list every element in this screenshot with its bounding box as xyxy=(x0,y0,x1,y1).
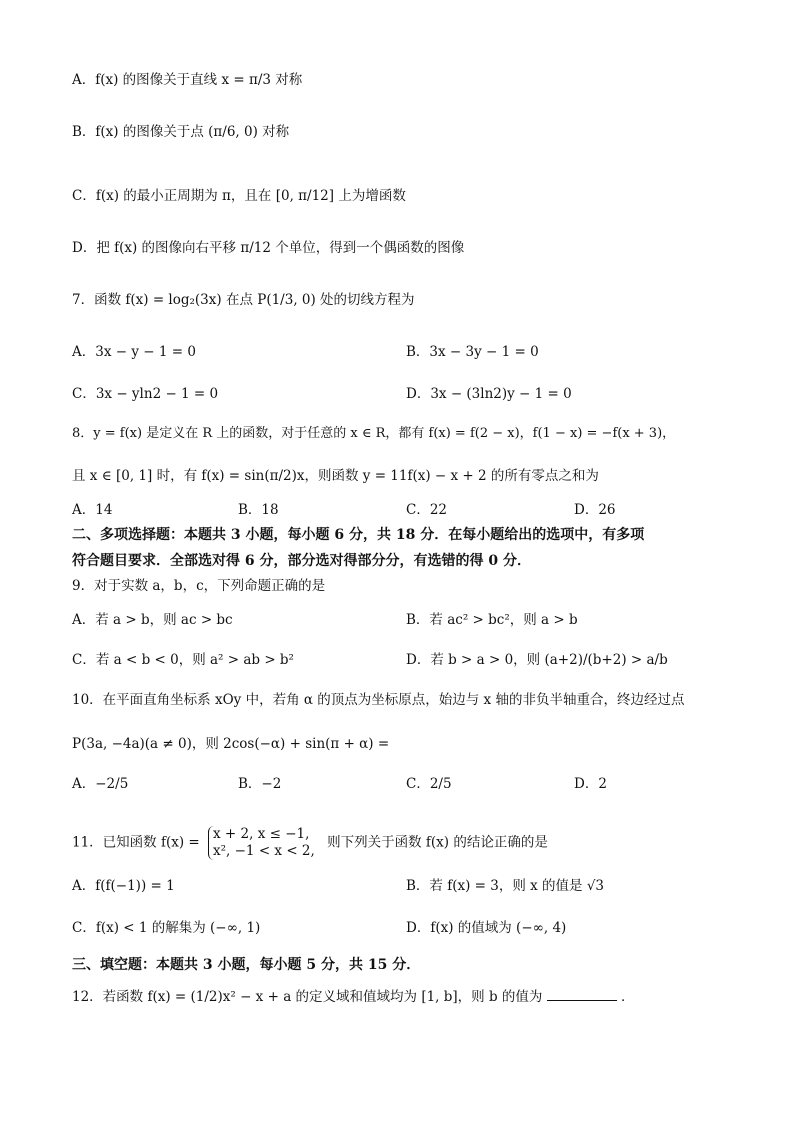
section-2-heading-line2: 符合题目要求．全部选对得 6 分，部分选对得部分分，有选错的得 0 分． xyxy=(72,553,531,569)
q11-case-1: x + 2, x ≤ −1, xyxy=(213,826,310,842)
q8-stem-line1: 8．y = f(x) 是定义在 R 上的函数，对于任意的 x ∈ R，都有 f(x) = f(2 − x)，f(1 − x) = −f(x + 3)， xyxy=(72,426,676,441)
q11-option-c: C．f(x) < 1 的解集为 (−∞, 1) xyxy=(72,920,261,936)
q6-option-d: D．把 f(x) 的图像向右平移 π/12 个单位，得到一个偶函数的图像 xyxy=(72,240,465,256)
q8-stem-line2: 且 x ∈ [0, 1] 时，有 f(x) = sin(π/2)x，则函数 y = 11f(x) − x + 2 的所有零点之和为 xyxy=(72,468,599,484)
q12-answer-blank[interactable] xyxy=(547,986,617,1001)
q7-option-d: D．3x − (3ln2)y − 1 = 0 xyxy=(406,386,572,402)
q11-case-2: x², −1 < x < 2, xyxy=(213,843,315,859)
q10-option-c: C．2/5 xyxy=(406,776,452,792)
q11-piecewise xyxy=(208,826,319,860)
q12-stem-text: 12．若函数 f(x) = (1/2)x² − x + a 的定义域和值域均为 [1, b]，则 b 的值为 xyxy=(72,989,543,1005)
q7-option-b: B．3x − 3y − 1 = 0 xyxy=(406,344,539,360)
q10-stem-line1: 10．在平面直角坐标系 xOy 中，若角 α 的顶点为坐标原点，始边与 x 轴的非负半轴重合，终边经过点 xyxy=(72,692,685,708)
q8-option-d: D．26 xyxy=(574,502,616,518)
q7-stem: 7．函数 f(x) = log₂(3x) 在点 P(1/3, 0) 处的切线方程为 xyxy=(72,292,415,308)
q11-option-a: A．f(f(−1)) = 1 xyxy=(72,878,175,894)
q8-option-b: B．18 xyxy=(238,502,279,518)
q10-option-d: D．2 xyxy=(574,776,607,792)
q10-option-b: B．−2 xyxy=(238,776,282,792)
q9-option-b: B．若 ac² > bc²，则 a > b xyxy=(406,612,578,628)
q11-stem-post: 则下列关于函数 f(x) 的结论正确的是 xyxy=(327,834,548,851)
q12-stem xyxy=(72,986,635,1007)
q9-stem: 9．对于实数 a，b，c，下列命题正确的是 xyxy=(72,578,326,594)
q7-option-c: C．3x − yln2 − 1 = 0 xyxy=(72,386,219,402)
q12-stem-tail: ． xyxy=(621,989,635,1005)
q11-stem-pre: 11．已知函数 f(x) = xyxy=(72,834,200,851)
q8-option-a: A．14 xyxy=(72,502,113,518)
q11-stem xyxy=(72,826,548,860)
q7-option-a: A．3x − y − 1 = 0 xyxy=(72,344,196,360)
q8-option-c: C．22 xyxy=(406,502,448,518)
section-2-heading-line1: 二、多项选择题：本题共 3 小题，每小题 6 分，共 18 分．在每小题给出的选项中，有多项 xyxy=(72,527,645,543)
q9-option-a: A．若 a > b，则 ac > bc xyxy=(72,612,233,628)
section-3-heading: 三、填空题：本题共 3 小题，每小题 5 分，共 15 分． xyxy=(72,957,421,973)
q11-option-d: D．f(x) 的值域为 (−∞, 4) xyxy=(406,920,567,936)
q6-option-a: A．f(x) 的图像关于直线 x = π/3 对称 xyxy=(72,72,303,88)
q9-option-c: C．若 a < b < 0，则 a² > ab > b² xyxy=(72,652,294,668)
q11-option-b: B．若 f(x) = 3，则 x 的值是 √3 xyxy=(406,878,605,894)
q6-option-c: C．f(x) 的最小正周期为 π，且在 [0, π/12] 上为增函数 xyxy=(72,188,406,204)
q10-stem-line2: P(3a, −4a)(a ≠ 0)，则 2cos(−α) + sin(π + α) = xyxy=(72,736,390,752)
q10-option-a: A．−2/5 xyxy=(72,776,129,792)
q6-option-b: B．f(x) 的图像关于点 (π/6, 0) 对称 xyxy=(72,124,290,140)
q9-option-d: D．若 b > a > 0，则 (a+2)/(b+2) > a/b xyxy=(406,652,668,668)
